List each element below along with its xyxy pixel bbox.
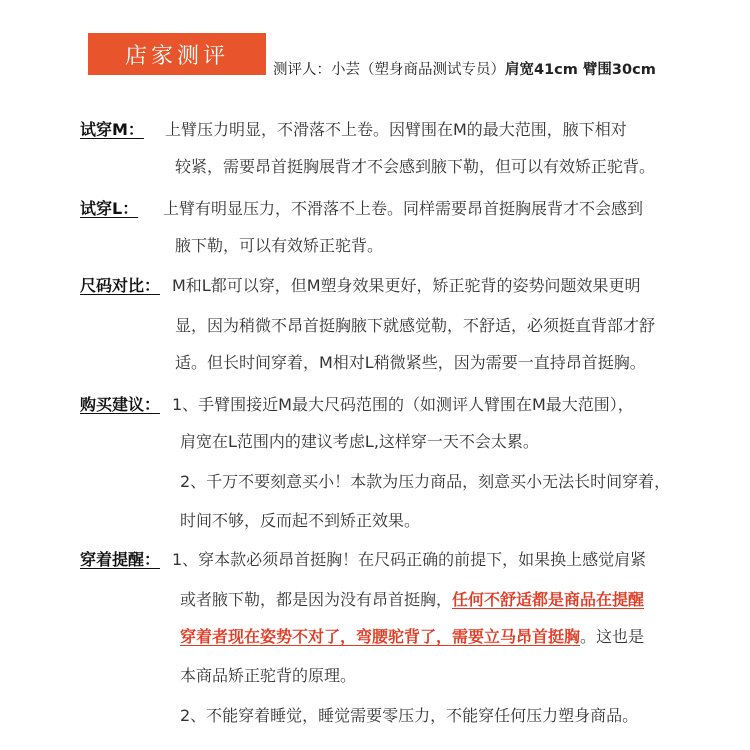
section-label-try-l: 试穿L： (80, 199, 139, 218)
wearing-reminder-line-3 (180, 626, 644, 648)
wearing-reminder-line-5: 2、不能穿着睡觉，睡觉需要零压力，不能穿任何压力塑身商品。 (180, 706, 639, 725)
size-compare-line-3: 适。但长时间穿着，M相对L稍微紧些，因为需要一直持昂首挺胸。 (175, 353, 646, 372)
reviewer-measurements: 肩宽41cm 臂围30cm (505, 62, 656, 78)
highlight-warning-2: 穿着者现在姿势不对了，弯腰驼背了，需要立马昂首挺胸 (180, 627, 581, 646)
wearing-reminder-line-3-tail: 。这也是 (580, 627, 645, 646)
purchase-advice-line-1: 1、手臂围接近M最大尺码范围的（如测评人臂围在M最大范围）， (172, 395, 634, 414)
wearing-reminder-line-2-text: 或者腋下勒，都是因为没有昂首挺胸， (180, 590, 453, 609)
try-m-line-1: 上臂压力明显，不滑落不上卷。因臂围在M的最大范围，腋下相对 (165, 120, 627, 139)
wearing-reminder-line-4: 本商品矫正驼背的原理。 (180, 666, 357, 685)
highlight-warning-1: 任何不舒适都是商品在提醒 (452, 590, 645, 609)
section-label-size-compare: 尺码对比： (80, 276, 161, 295)
purchase-advice-line-4: 时间不够，反而起不到矫正效果。 (180, 511, 421, 530)
wearing-reminder-line-1: 1、穿本款必须昂首挺胸！在尺码正确的前提下，如果换上感觉肩紧 (172, 550, 647, 569)
reviewer-name: 测评人：小芸（塑身商品测试专员） (273, 62, 505, 78)
section-label-wearing-reminder: 穿着提醒： (80, 550, 161, 569)
purchase-advice-line-2: 肩宽在L范围内的建议考虑L,这样穿一天不会太累。 (180, 432, 539, 451)
section-label-try-m: 试穿M： (80, 120, 144, 139)
size-compare-line-2: 显，因为稍微不昂首挺胸腋下就感觉勒，不舒适，必须挺直背部才舒 (175, 316, 656, 335)
try-l-line-1: 上臂有明显压力，不滑落不上卷。同样需要昂首挺胸展背才不会感到 (163, 199, 644, 218)
purchase-advice-line-3: 2、千万不要刻意买小！本款为压力商品，刻意买小无法长时间穿着， (180, 472, 671, 491)
section-label-purchase-advice: 购买建议： (80, 395, 161, 414)
try-l-line-2: 腋下勒，可以有效矫正驼背。 (175, 236, 384, 255)
size-compare-line-1: M和L都可以穿，但M塑身效果更好，矫正驼背的姿势问题效果更明 (172, 276, 641, 295)
try-m-line-2: 较紧，需要昂首挺胸展背才不会感到腋下勒，但可以有效矫正驼背。 (175, 157, 656, 176)
reviewer-info (273, 58, 656, 79)
wearing-reminder-line-2 (180, 589, 644, 611)
store-review-badge: 店家测评 (88, 33, 266, 75)
